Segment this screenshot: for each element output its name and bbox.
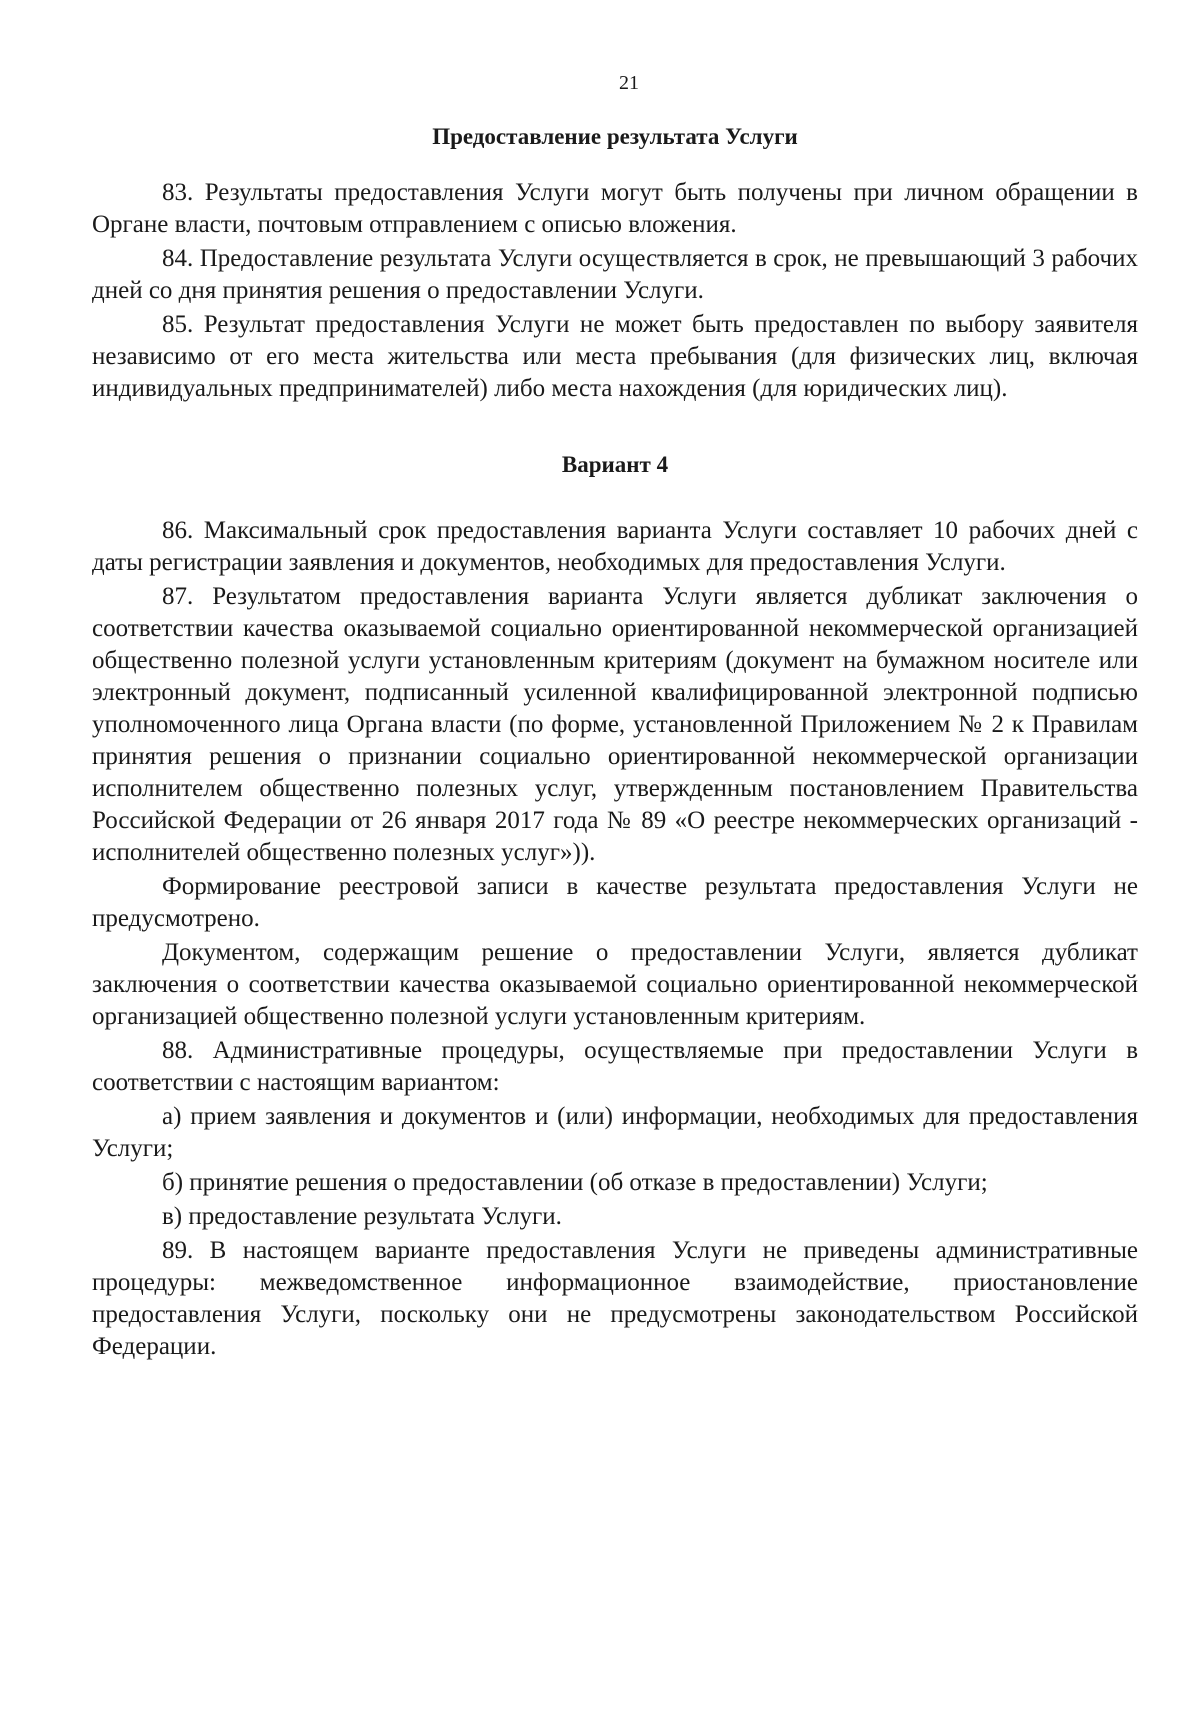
paragraph-88: 88. Административные процедуры, осуществляемые при предоставлении Услуги в соответствии с настоящим вариантом: xyxy=(92,1037,1138,1096)
list-item-a: а) прием заявления и документов и (или) информации, необходимых для предоставления Услуги; xyxy=(92,1103,1138,1162)
paragraph-83: 83. Результаты предоставления Услуги могут быть получены при личном обращении в Органе власти, почтовым отправлением с описью вложения. xyxy=(92,179,1138,238)
section-heading-result: Предоставление результата Услуги xyxy=(432,124,798,149)
paragraph-84: 84. Предоставление результата Услуги осуществляется в срок, не превышающий 3 рабочих дней со дня принятия решения о предоставлении Услуги. xyxy=(92,245,1138,304)
paragraph-decision-document: Документом, содержащим решение о предоставлении Услуги, является дубликат заключения о соответствии качества оказываемой социально ориентированной некоммерческой организацией общественно полезной услуги установленным критериям. xyxy=(92,939,1138,1030)
section-heading-variant-4: Вариант 4 xyxy=(561,452,669,477)
list-item-b: б) принятие решения о предоставлении (об отказе в предоставлении) Услуги; xyxy=(162,1169,988,1196)
paragraph-registry-note: Формирование реестровой записи в качестве результата предоставления Услуги не предусмотрено. xyxy=(92,873,1138,932)
page-number: 21 xyxy=(619,72,639,94)
paragraph-89: 89. В настоящем варианте предоставления Услуги не приведены административные процедуры: межведомственное информационное взаимодействие, приостановление предоставления Услуги, поскольку они не предусмотрены законодательством Российской Федерации. xyxy=(92,1237,1138,1360)
list-item-c: в) предоставление результата Услуги. xyxy=(162,1203,562,1230)
paragraph-86: 86. Максимальный срок предоставления варианта Услуги составляет 10 рабочих дней с даты регистрации заявления и документов, необходимых для предоставления Услуги. xyxy=(92,517,1138,576)
paragraph-87: 87. Результатом предоставления варианта Услуги является дубликат заключения о соответствии качества оказываемой социально ориентированной некоммерческой организацией общественно полезной услуги установленным критериям (документ на бумажном носителе или электронный документ, подписанный усиленной квалифицированной электронной подписью уполномоченного лица Органа власти (по форме, установленной Приложением № 2 к Правилам принятия решения о признании социально ориентированной некоммерческой организации исполнителем общественно полезных услуг, утвержденным постановлением Правительства Российской Федерации от 26 января 2017 года № 89 «О реестре некоммерческих организаций - исполнителей общественно полезных услуг»)). xyxy=(92,583,1138,866)
paragraph-85: 85. Результат предоставления Услуги не может быть предоставлен по выбору заявителя независимо от его места жительства или места пребывания (для физических лиц, включая индивидуальных предпринимателей) либо места нахождения (для юридических лиц). xyxy=(92,311,1138,402)
